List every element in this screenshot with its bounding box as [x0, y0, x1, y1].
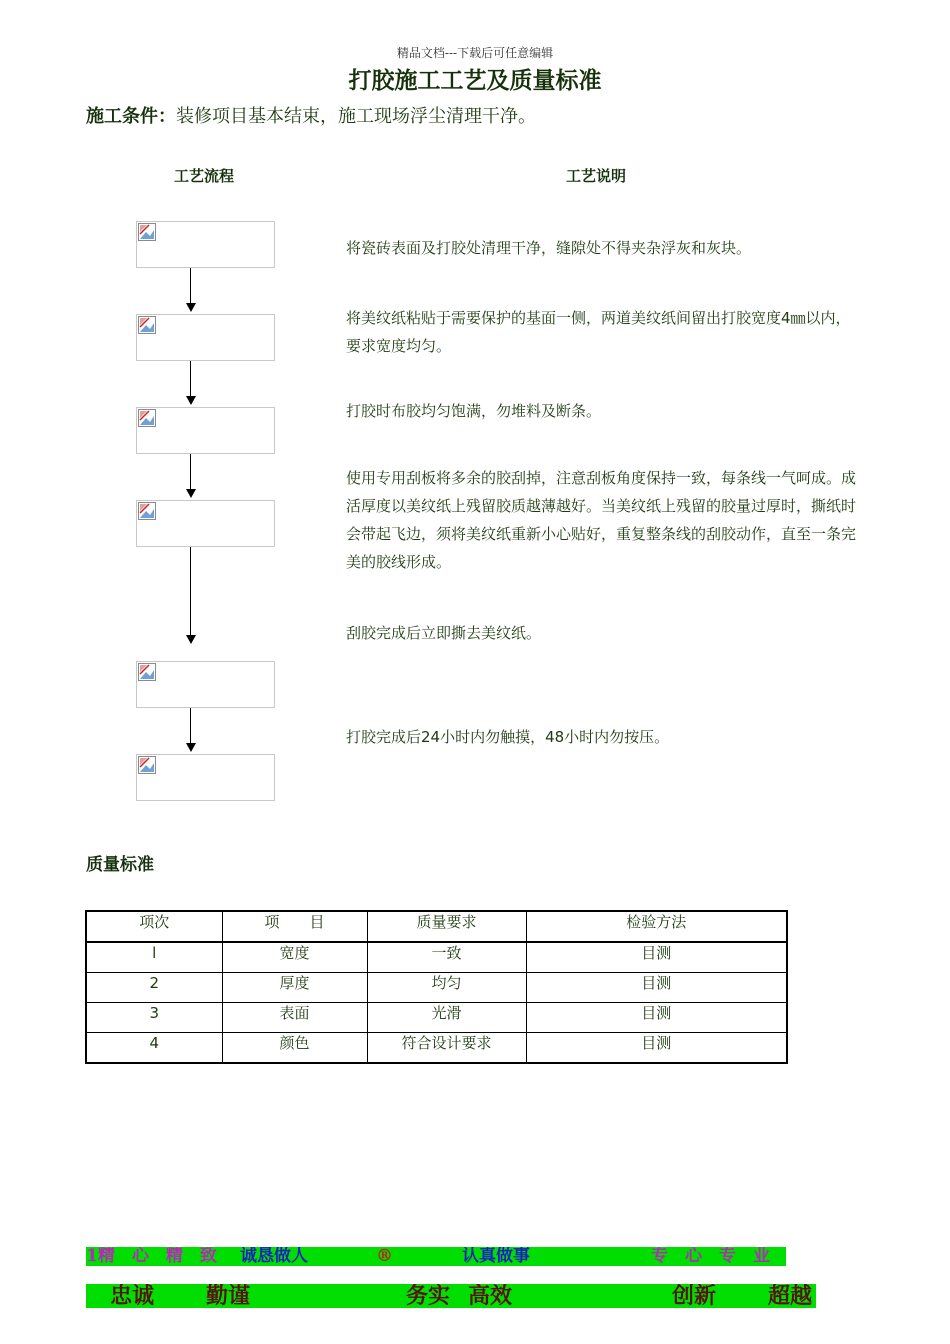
broken-image-icon	[138, 223, 156, 241]
table-cell: 目测	[526, 1033, 787, 1064]
process-column-heading: 工艺流程	[174, 167, 235, 185]
table-header-row	[86, 911, 787, 942]
flow-connector-4	[190, 547, 191, 635]
flow-box-2	[136, 314, 275, 361]
header-note: 精品文档---下载后可任意编辑	[396, 46, 554, 60]
slogan-word: 务实	[406, 1284, 451, 1308]
table-header-cell: 项次	[86, 911, 222, 942]
step-description-1: 将瓷砖表面及打胶处清理干净，缝隙处不得夹杂浮灰和灰块。	[346, 239, 752, 257]
slogan-segment: 认真做事	[462, 1247, 530, 1266]
slogan-segment: 诚恳做人	[240, 1247, 308, 1266]
slogan-word: 创新	[672, 1284, 717, 1308]
quality-standard-heading: 质量标准	[86, 855, 154, 875]
broken-image-icon	[138, 316, 156, 334]
slogan-banner-top	[86, 1247, 786, 1266]
flow-connector-2	[190, 361, 191, 396]
broken-image-icon	[138, 502, 156, 520]
table-row	[86, 942, 787, 973]
step-description-2: 将美纹纸粘贴于需要保护的基面一侧，两道美纹纸间留出打胶宽度4㎜以内，要求宽度均匀。	[346, 309, 851, 355]
condition-label: 施工条件：	[86, 106, 176, 127]
table-cell: 3	[86, 1003, 222, 1033]
construction-condition	[86, 102, 536, 128]
table-cell: 表面	[222, 1003, 367, 1033]
slogan-banner-bottom	[86, 1284, 816, 1308]
step-description-6: 打胶完成后24小时内勿触摸，48小时内勿按压。	[346, 728, 670, 746]
description-column-heading: 工艺说明	[566, 167, 627, 185]
flow-box-6	[136, 754, 275, 801]
arrow-down-icon	[186, 396, 196, 405]
arrow-down-icon	[186, 635, 196, 644]
slogan-segment: 专 心 专 业	[651, 1247, 770, 1266]
broken-image-icon	[138, 663, 156, 681]
slogan-segment: 1精 心 精 致	[86, 1247, 217, 1266]
table-cell: 均匀	[367, 973, 526, 1003]
arrow-down-icon	[186, 303, 196, 312]
table-cell: 颜色	[222, 1033, 367, 1064]
table-cell: 光滑	[367, 1003, 526, 1033]
condition-text: 装修项目基本结束，施工现场浮尘清理干净。	[176, 106, 536, 127]
table-cell: 目测	[526, 942, 787, 973]
table-cell: 目测	[526, 1003, 787, 1033]
quality-standard-table	[85, 910, 788, 1064]
table-cell: 宽度	[222, 942, 367, 973]
table-cell: l	[86, 942, 222, 973]
slogan-word: 勤谨	[206, 1284, 251, 1308]
table-cell: 一致	[367, 942, 526, 973]
step-description-5: 刮胶完成后立即撕去美纹纸。	[346, 624, 542, 642]
broken-image-icon	[138, 756, 156, 774]
table-cell: 符合设计要求	[367, 1033, 526, 1064]
table-header-cell: 质量要求	[367, 911, 526, 942]
table-cell: 厚度	[222, 973, 367, 1003]
flow-box-4	[136, 500, 275, 547]
step-description-4: 使用专用刮板将多余的胶刮掉，注意刮板角度保持一致，每条线一气呵成。成活厚度以美纹纸上残留胶质越薄越好。当美纹纸上残留的胶量过厚时，撕纸时会带起飞边，须将美纹纸重新小心贴好，重复整条线的刮胶动作，直至一条完美的胶线形成。	[346, 469, 857, 571]
table-cell: 4	[86, 1033, 222, 1064]
table-row	[86, 973, 787, 1003]
arrow-down-icon	[186, 743, 196, 752]
step-description-3: 打胶时布胶均匀饱满，勿堆料及断条。	[346, 402, 602, 420]
flow-box-5	[136, 661, 275, 708]
table-cell: 目测	[526, 973, 787, 1003]
slogan-word: 高效	[468, 1284, 513, 1308]
table-row	[86, 1033, 787, 1064]
table-row	[86, 1003, 787, 1033]
flow-connector-3	[190, 454, 191, 489]
flow-box-3	[136, 407, 275, 454]
table-header-cell: 项 目	[222, 911, 367, 942]
table-header-cell: 检验方法	[526, 911, 787, 942]
slogan-word: 超越	[768, 1284, 813, 1308]
page-title: 打胶施工工艺及质量标准	[348, 67, 602, 94]
flow-connector-5	[190, 708, 191, 743]
flow-box-1	[136, 221, 275, 268]
flow-connector-1	[190, 268, 191, 303]
table-cell: 2	[86, 973, 222, 1003]
broken-image-icon	[138, 409, 156, 427]
slogan-word: 忠诚	[110, 1284, 155, 1308]
arrow-down-icon	[186, 489, 196, 498]
registered-mark: ®	[376, 1247, 393, 1266]
